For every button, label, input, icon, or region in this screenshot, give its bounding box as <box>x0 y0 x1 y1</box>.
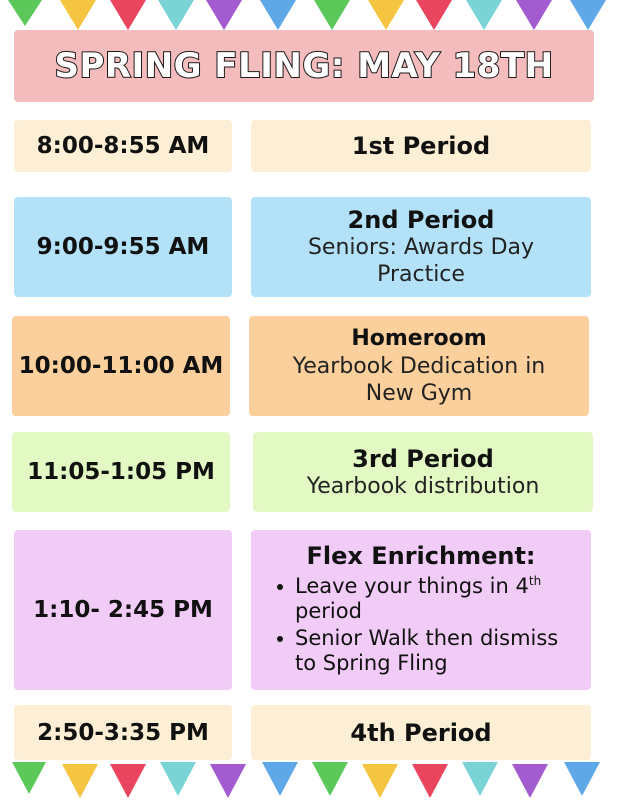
time-slot-6 <box>14 705 232 760</box>
period-box-2 <box>251 197 591 297</box>
bunting-flags <box>8 0 606 30</box>
period-detail: Yearbook distribution <box>306 473 540 499</box>
time-label: 11:05-1:05 PM <box>27 459 215 485</box>
period-title: 1st Period <box>351 132 491 160</box>
time-slot-5 <box>14 530 232 690</box>
bunting-bottom <box>0 760 618 800</box>
period-detail: Practice <box>377 262 465 287</box>
period-box-6 <box>251 705 591 760</box>
list-item: Senior Walk then dismiss to Spring Fling <box>271 626 571 676</box>
period-title: Homeroom <box>351 326 487 351</box>
period-title: Flex Enrichment: <box>306 542 536 570</box>
title-banner <box>14 30 594 102</box>
bunting-flags <box>12 762 600 798</box>
period-title: 3rd Period <box>352 444 494 473</box>
time-label: 8:00-8:55 AM <box>36 133 210 159</box>
period-title: 2nd Period <box>347 206 495 234</box>
period-box-5 <box>251 530 591 690</box>
period-box-3 <box>249 316 589 416</box>
time-slot-4 <box>12 432 230 512</box>
time-slot-1 <box>14 120 232 172</box>
time-label: 1:10- 2:45 PM <box>33 597 213 623</box>
time-slot-2 <box>14 197 232 297</box>
time-label: 10:00-11:00 AM <box>18 353 224 379</box>
time-slot-3 <box>12 316 230 416</box>
period-detail: Yearbook Dedication in <box>292 354 546 379</box>
time-label: 9:00-9:55 AM <box>36 234 210 260</box>
period-detail: New Gym <box>365 381 473 406</box>
page-title: SPRING FLING: MAY 18TH <box>54 46 554 86</box>
list-item: Leave your things in 4th period <box>271 574 571 624</box>
time-label: 2:50-3:35 PM <box>37 719 209 746</box>
period-box-4 <box>253 432 593 512</box>
period-detail: Seniors: Awards Day <box>307 235 535 260</box>
enrichment-list <box>271 574 571 678</box>
period-title: 4th Period <box>350 718 492 747</box>
period-box-1 <box>251 120 591 172</box>
